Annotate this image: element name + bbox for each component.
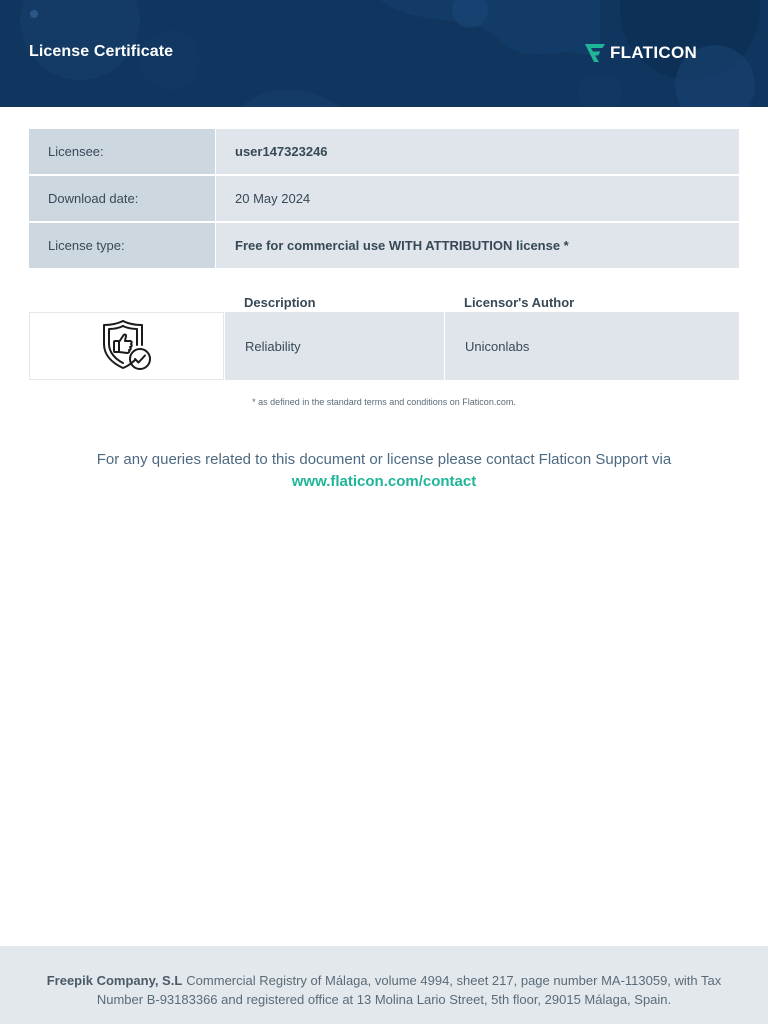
contact-link[interactable]: www.flaticon.com/contact (291, 473, 477, 490)
brand-name: FLATICON (610, 43, 698, 62)
author-header: Licensor's Author (464, 295, 575, 310)
footer-registry-text: Commercial Registry of Málaga, volume 4994, sheet 217, page number MA-113059, with Tax Number B-93183366 and registered office at 13 Molina Lario Street, 5th floor, 29015 Málaga, Spain. (96, 973, 722, 1007)
license-type-label: License type: (29, 223, 215, 268)
contact-text: For any queries related to this document or license please contact Flaticon Support via (96, 451, 672, 468)
resource-author[interactable]: Uniconlabs (444, 312, 739, 380)
support-contact (60, 449, 708, 493)
license-info-row (29, 129, 739, 174)
description-header: Description (244, 295, 316, 310)
resource-icon-cell (29, 312, 224, 380)
license-info-row (29, 176, 739, 221)
flaticon-logo[interactable] (585, 42, 697, 64)
shield-thumbs-up-check-icon (99, 318, 155, 374)
download-date-label: Download date: (29, 176, 215, 221)
page-title: License Certificate (29, 43, 174, 60)
licensee-label: Licensee: (29, 129, 215, 174)
flaticon-logo-icon (585, 44, 605, 62)
license-type-value: Free for commercial use WITH ATTRIBUTION license * (215, 223, 739, 268)
license-info-table (29, 129, 739, 270)
resource-description: Reliability (224, 312, 444, 380)
resource-row (29, 312, 739, 380)
certificate-header (0, 0, 768, 107)
terms-footnote: * as defined in the standard terms and conditions on Flaticon.com. (252, 397, 516, 407)
footer-company: Freepik Company, S.L (46, 973, 183, 988)
licensee-value: user147323246 (215, 129, 739, 174)
legal-footer (0, 946, 768, 1024)
download-date-value: 20 May 2024 (215, 176, 739, 221)
license-info-row (29, 223, 739, 268)
